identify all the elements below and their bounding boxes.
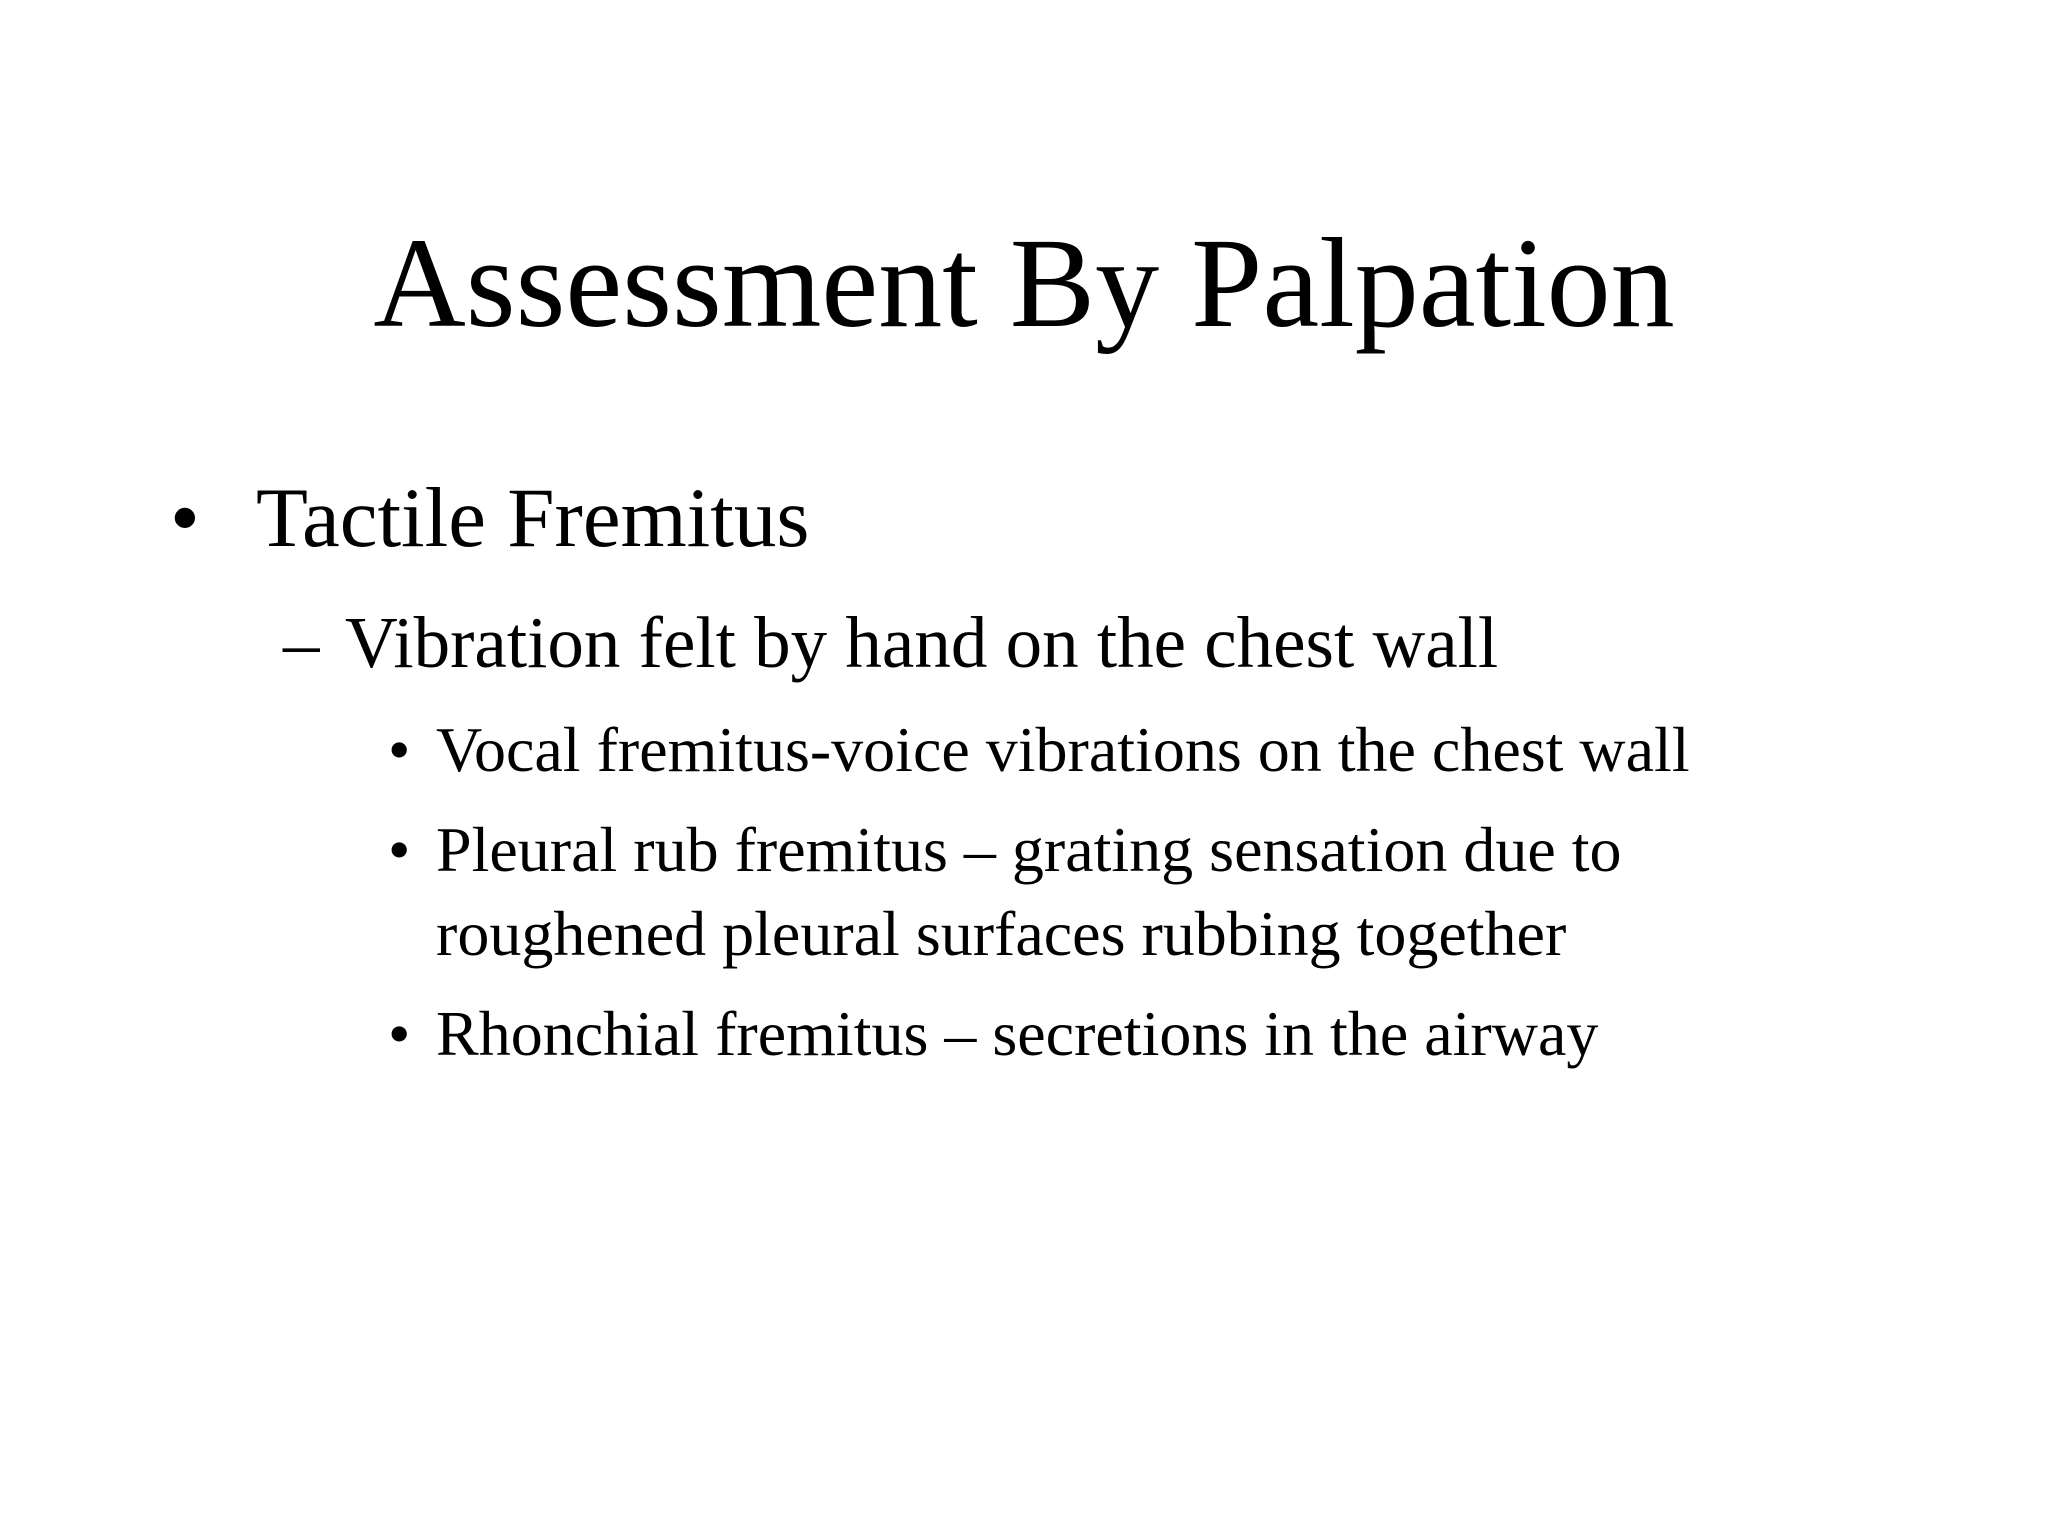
sub-sub-bullet-text-line-2: roughened pleural surfaces rubbing together bbox=[436, 898, 1567, 969]
bullet-marker: • bbox=[170, 471, 200, 565]
sub-sub-bullet-text-line-1: Pleural rub fremitus – grating sensation due to bbox=[436, 814, 1622, 885]
sub-sub-bullet-text: Rhonchial fremitus – secretions in the airway bbox=[436, 998, 1599, 1069]
slide-title: Assessment By Palpation bbox=[373, 212, 1675, 354]
bullet-marker: • bbox=[388, 714, 411, 785]
dash-marker: – bbox=[283, 602, 320, 683]
sub-sub-bullet-text: Vocal fremitus-voice vibrations on the chest wall bbox=[436, 714, 1690, 785]
bullet-marker: • bbox=[388, 814, 411, 885]
bullet-text: Tactile Fremitus bbox=[256, 471, 810, 565]
bullet-marker: • bbox=[388, 998, 411, 1069]
sub-bullet-text: Vibration felt by hand on the chest wall bbox=[345, 602, 1499, 683]
